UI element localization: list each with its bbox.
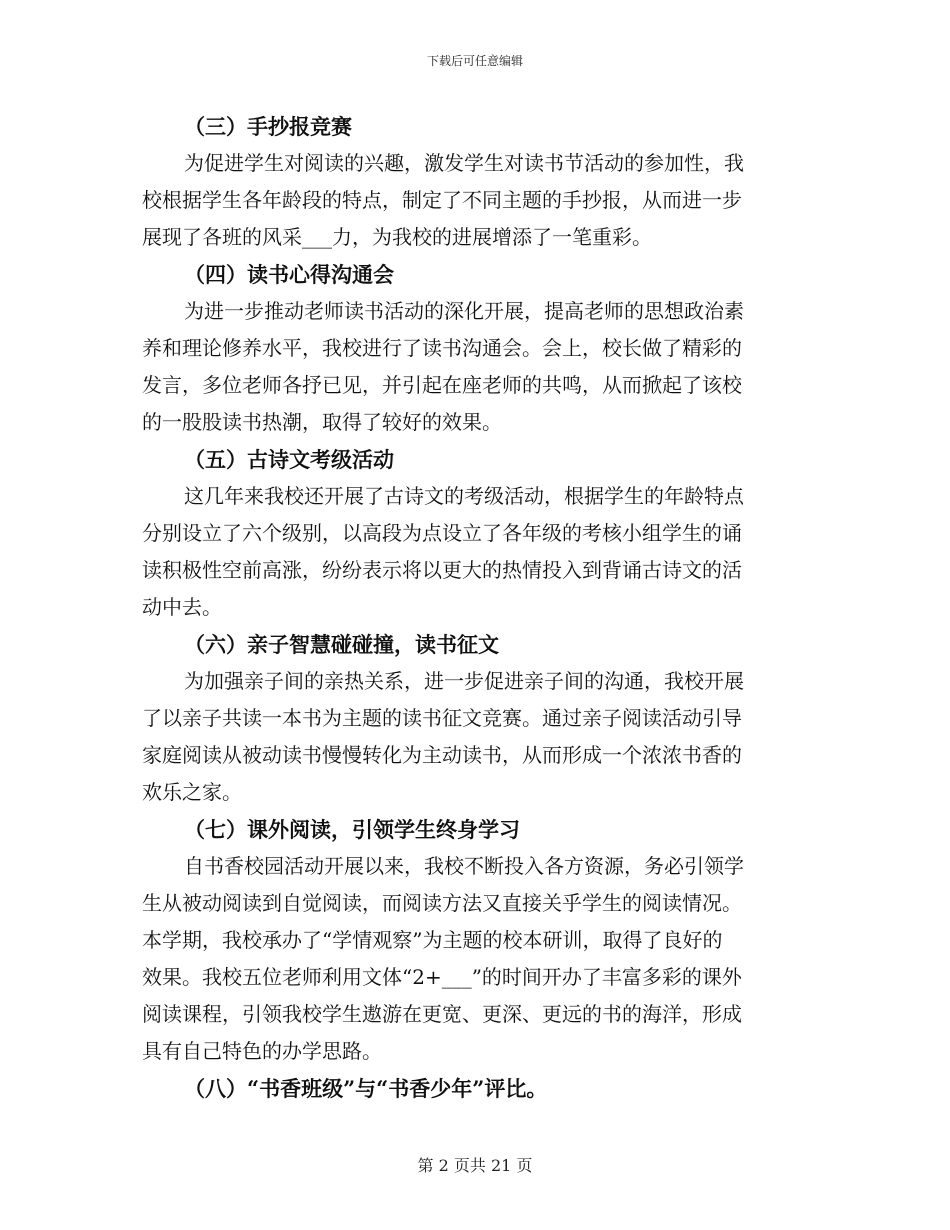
text-line: 家庭阅读从被动读书慢慢转化为主动读书，从而形成一个浓浓书香的 bbox=[142, 743, 742, 767]
section bbox=[142, 811, 807, 1070]
section bbox=[142, 626, 807, 811]
section-paragraph bbox=[142, 848, 807, 1070]
section-heading: （三）手抄报竞赛 bbox=[184, 114, 352, 139]
text-line: 具有自己特色的办学思路。 bbox=[142, 1039, 382, 1063]
section-paragraph bbox=[142, 663, 807, 811]
section bbox=[142, 256, 807, 441]
section-paragraph bbox=[142, 293, 807, 441]
text-line: 校根据学生各年龄段的特点，制定了不同主题的手抄报，从而进一步 bbox=[142, 188, 742, 212]
page-footer: 第 2 页共 21 页 bbox=[417, 1156, 533, 1175]
section bbox=[142, 441, 807, 626]
text-line: 养和理论修养水平，我校进行了读书沟通会。会上，校长做了精彩的 bbox=[142, 336, 742, 360]
document-body bbox=[142, 108, 807, 1107]
text-line: 阅读课程，引领我校学生遨游在更宽、更深、更远的书的海洋，形成 bbox=[142, 1002, 742, 1026]
text-line: 展现了各班的风采___力，为我校的进展增添了一笔重彩。 bbox=[142, 225, 652, 249]
text-line: 为进一步推动老师读书活动的深化开展，提高老师的思想政治素 bbox=[184, 299, 744, 323]
text-line: 为加强亲子间的亲热关系，进一步促进亲子间的沟通，我校开展 bbox=[184, 669, 744, 693]
text-line: 了以亲子共读一本书为主题的读书征文竞赛。通过亲子阅读活动引导 bbox=[142, 706, 742, 730]
text-line: 分别设立了六个级别，以高段为点设立了各年级的考核小组学生的诵 bbox=[142, 521, 742, 545]
page-header: 下载后可任意编辑 bbox=[426, 54, 523, 68]
text-line: 动中去。 bbox=[142, 595, 222, 619]
text-line: 欢乐之家。 bbox=[142, 780, 242, 804]
text-line: 的一股股读书热潮，取得了较好的效果。 bbox=[142, 410, 502, 434]
text-line: 生从被动阅读到自觉阅读，而阅读方法又直接关乎学生的阅读情况。 bbox=[142, 891, 742, 915]
section-paragraph bbox=[142, 145, 807, 256]
text-line: 效果。我校五位老师利用文体“2+___”的时间开办了丰富多彩的课外 bbox=[142, 965, 742, 989]
text-line: 这几年来我校还开展了古诗文的考级活动，根据学生的年龄特点 bbox=[184, 484, 744, 508]
text-line: 发言，多位老师各抒已见，并引起在座老师的共鸣，从而掀起了该校 bbox=[142, 373, 742, 397]
section-heading: （五）古诗文考级活动 bbox=[184, 447, 394, 472]
section-heading: （八）“书香班级”与“书香少年”评比。 bbox=[184, 1076, 548, 1101]
text-line: 自书香校园活动开展以来，我校不断投入各方资源，务必引领学 bbox=[184, 854, 744, 878]
text-line: 读积极性空前高涨，纷纷表示将以更大的热情投入到背诵古诗文的活 bbox=[142, 558, 742, 582]
text-line: 本学期，我校承办了“学情观察”为主题的校本研训，取得了良好的 bbox=[142, 928, 723, 952]
section-heading: （四）读书心得沟通会 bbox=[184, 262, 394, 287]
text-line: 为促进学生对阅读的兴趣，激发学生对读书节活动的参加性，我 bbox=[184, 151, 744, 175]
section-heading: （六）亲子智慧碰碰撞，读书征文 bbox=[184, 632, 499, 657]
section-paragraph bbox=[142, 478, 807, 626]
section bbox=[142, 1070, 807, 1107]
section-heading: （七）课外阅读，引领学生终身学习 bbox=[184, 817, 520, 842]
section bbox=[142, 108, 807, 256]
